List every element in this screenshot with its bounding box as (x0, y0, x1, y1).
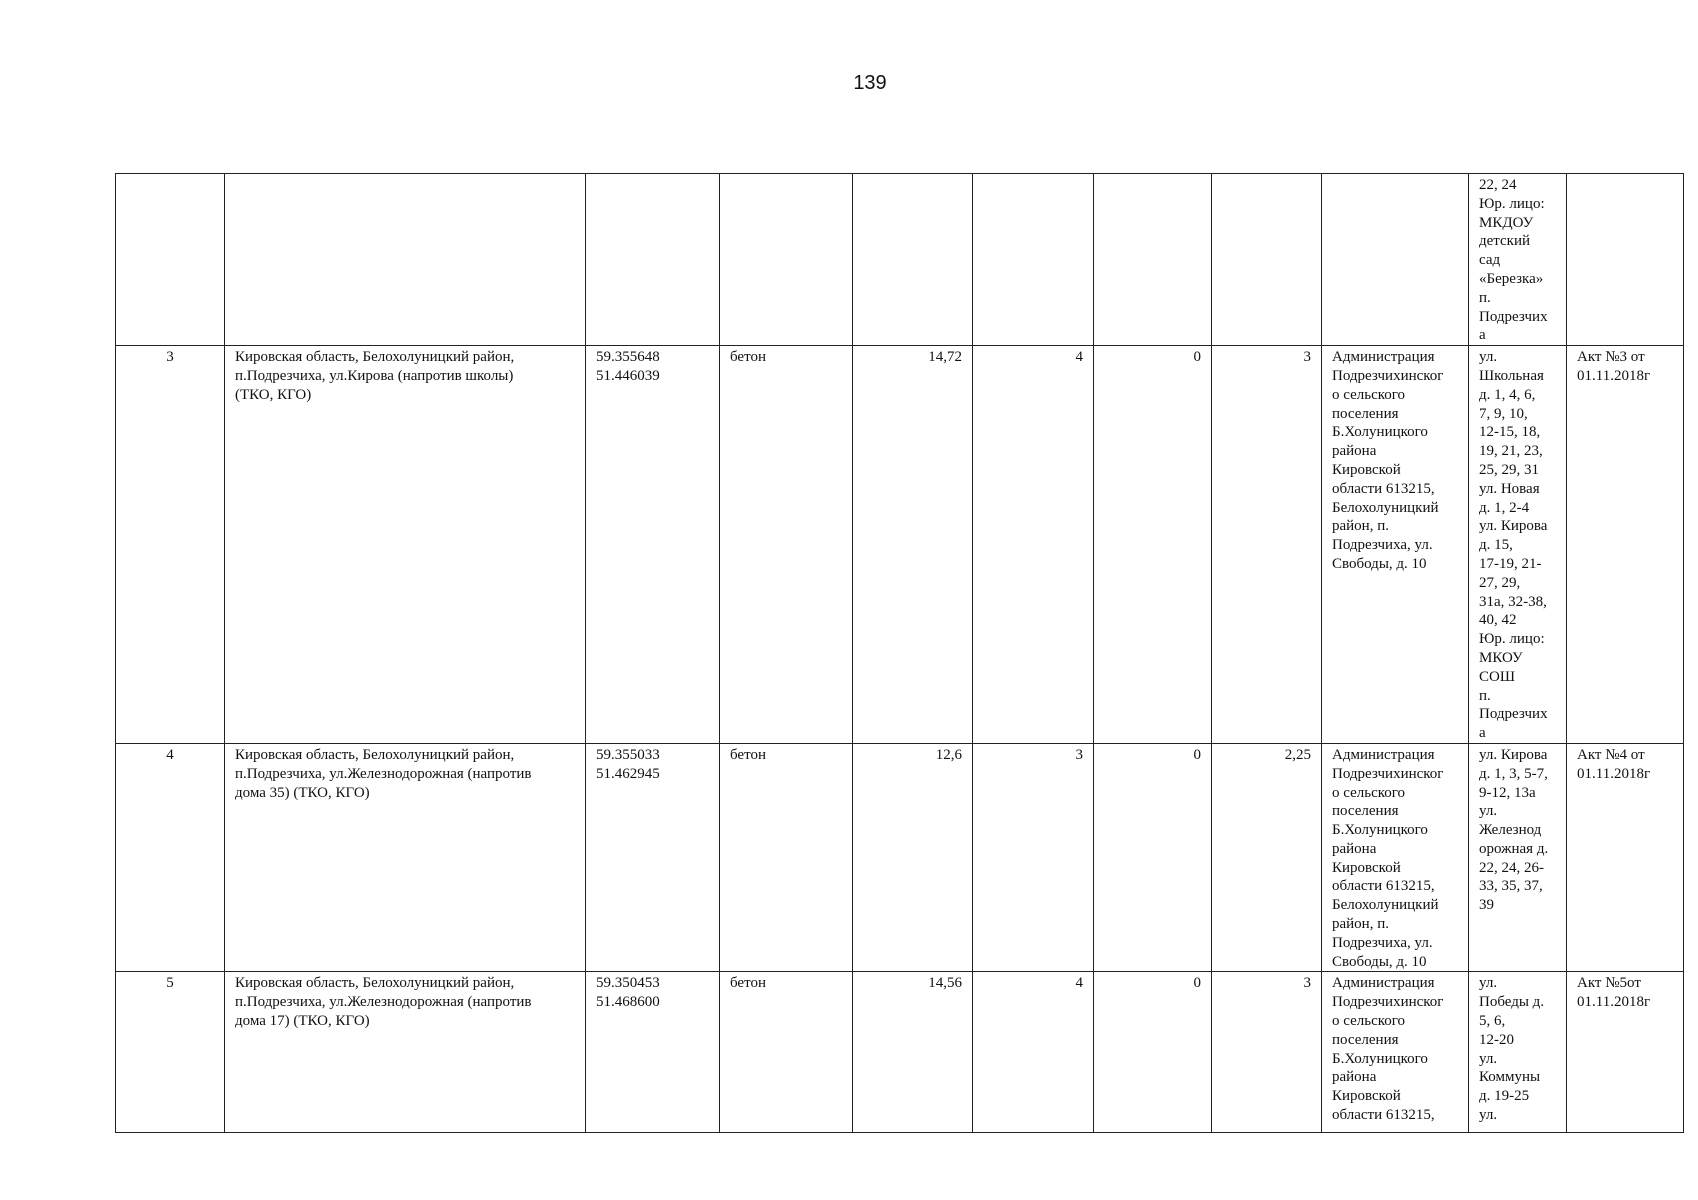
cell-count: 0 (1094, 743, 1212, 972)
cell-volume: 3 (1212, 972, 1322, 1133)
cell-act (1567, 174, 1684, 346)
cell-coordinates: 59.350453 51.468600 (586, 972, 720, 1133)
cell-served-addresses: 22, 24 Юр. лицо: МКДОУ детский сад «Березка» п. Подрезчих а (1469, 174, 1567, 346)
page-number: 139 (853, 72, 887, 94)
cell-surface: бетон (720, 972, 853, 1133)
cell-coordinates: 59.355648 51.446039 (586, 346, 720, 744)
register-table (115, 173, 1684, 1133)
cell-volume (1212, 174, 1322, 346)
cell-area: 14,56 (853, 972, 973, 1133)
cell-owner: Администрация Подрезчихинског о сельского поселения Б.Холуницкого района Кировской области 613215, Белохолуницкий район, п. Подрезчиха, ул. Свободы, д. 10 (1322, 346, 1469, 744)
cell-owner: Администрация Подрезчихинског о сельского поселения Б.Холуницкого района Кировской области 613215, Белохолуницкий район, п. Подрезчиха, ул. Свободы, д. 10 (1322, 743, 1469, 972)
cell-containers: 4 (973, 972, 1094, 1133)
cell-number (116, 174, 225, 346)
cell-surface: бетон (720, 346, 853, 744)
cell-containers (973, 174, 1094, 346)
cell-act: Акт №5от 01.11.2018г (1567, 972, 1684, 1133)
cell-served-addresses: ул. Победы д. 5, 6, 12-20 ул. Коммуны д. 19-25 ул. (1469, 972, 1567, 1133)
cell-owner: Администрация Подрезчихинског о сельского поселения Б.Холуницкого района Кировской области 613215, (1322, 972, 1469, 1133)
cell-area: 14,72 (853, 346, 973, 744)
cell-number: 3 (116, 346, 225, 744)
cell-containers: 4 (973, 346, 1094, 744)
cell-act: Акт №3 от 01.11.2018г (1567, 346, 1684, 744)
cell-act: Акт №4 от 01.11.2018г (1567, 743, 1684, 972)
cell-address: Кировская область, Белохолуницкий район, п.Подрезчиха, ул.Железнодорожная (напротив дома 17) (ТКО, КГО) (225, 972, 586, 1133)
table-row (116, 174, 1684, 346)
cell-volume: 3 (1212, 346, 1322, 744)
cell-count: 0 (1094, 972, 1212, 1133)
cell-volume: 2,25 (1212, 743, 1322, 972)
cell-count (1094, 174, 1212, 346)
cell-coordinates: 59.355033 51.462945 (586, 743, 720, 972)
cell-owner (1322, 174, 1469, 346)
table-row (116, 346, 1684, 744)
cell-area (853, 174, 973, 346)
cell-area: 12,6 (853, 743, 973, 972)
cell-served-addresses: ул. Школьная д. 1, 4, 6, 7, 9, 10, 12-15, 18, 19, 21, 23, 25, 29, 31 ул. Новая д. 1, 2-4 ул. Кирова д. 15, 17-19, 21- 27, 29, 31а, 32-38, 40, 42 Юр. лицо: МКОУ СОШ п. Подрезчих а (1469, 346, 1567, 744)
table-row (116, 972, 1684, 1133)
cell-surface: бетон (720, 743, 853, 972)
cell-surface (720, 174, 853, 346)
cell-served-addresses: ул. Кирова д. 1, 3, 5-7, 9-12, 13а ул. Железнод орожная д. 22, 24, 26- 33, 35, 37, 39 (1469, 743, 1567, 972)
cell-address (225, 174, 586, 346)
cell-count: 0 (1094, 346, 1212, 744)
cell-address: Кировская область, Белохолуницкий район, п.Подрезчиха, ул.Кирова (напротив школы) (ТКО, КГО) (225, 346, 586, 744)
cell-address: Кировская область, Белохолуницкий район, п.Подрезчиха, ул.Железнодорожная (напротив дома 35) (ТКО, КГО) (225, 743, 586, 972)
cell-number: 5 (116, 972, 225, 1133)
cell-number: 4 (116, 743, 225, 972)
table-row (116, 743, 1684, 972)
cell-containers: 3 (973, 743, 1094, 972)
cell-coordinates (586, 174, 720, 346)
